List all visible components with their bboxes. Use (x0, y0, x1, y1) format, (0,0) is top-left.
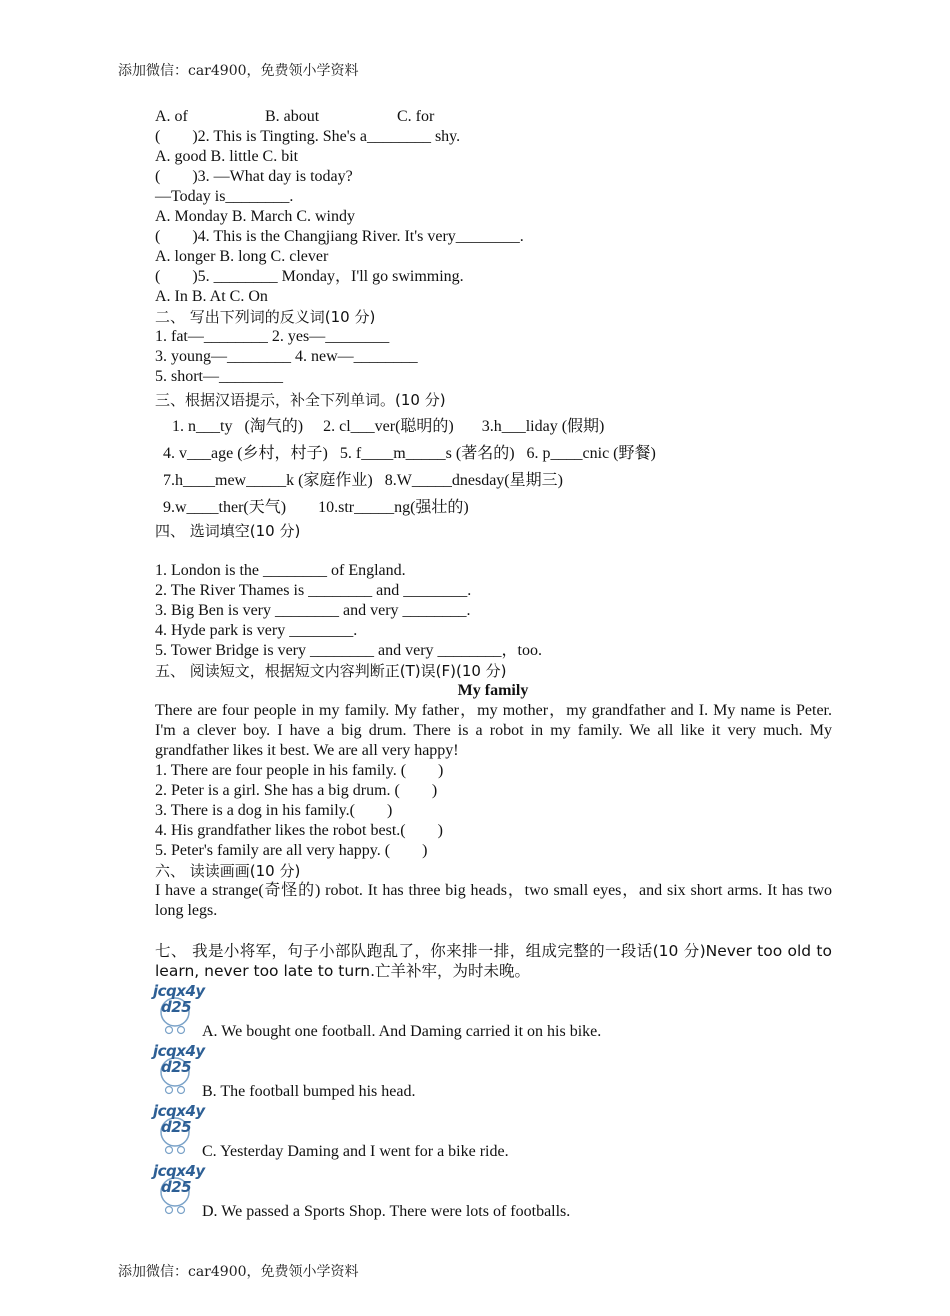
sentence-c: C. Yesterday Daming and I went for a bike ride. (202, 1143, 509, 1160)
question-2-options: A. good B. little C. bit (155, 148, 299, 165)
fill-line-2: 2. The River Thames is ________ and ________. (155, 582, 472, 599)
section-7-heading-text: 七、 我是小将军，句子小部队跑乱了，你来排一排，组成完整的一段话(10 分)Never too old to learn, never too late to turn.亡羊补牢，为时未晚。 (155, 942, 832, 980)
passage-text (118, 701, 832, 761)
mascot-logo (153, 982, 205, 1036)
passage-title: My family (457, 682, 529, 699)
fill-line-5: 5. Tower Bridge is very ________ and very ________，too. (155, 642, 542, 659)
option-c: C. for (397, 108, 435, 125)
section-2-heading: 二、 写出下列词的反义词(10 分) (155, 308, 376, 326)
question-4: ( )4. This is the Changjiang River. It's very________. (155, 228, 524, 245)
sentence-d: D. We passed a Sports Shop. There were lots of footballs. (202, 1203, 571, 1220)
antonym-line-2: 3. young—________ 4. new—________ (155, 348, 418, 365)
question-4-options: A. longer B. long C. clever (155, 248, 329, 265)
mascot-text-2: d25 (161, 1058, 192, 1076)
section-7-heading (118, 941, 832, 981)
word-line-1: 1. n___ty (淘气的) 2. cl___ver(聪明的) 3.h___liday (假期) (172, 418, 605, 435)
mascot-logo (153, 1162, 205, 1216)
q1-options (155, 107, 434, 127)
mascot-text-1: jcqx4y (153, 982, 205, 1000)
judge-question-3: 3. There is a dog in his family.( ) (155, 802, 393, 819)
question-3-options: A. Monday B. March C. windy (155, 208, 355, 225)
question-5: ( )5. ________ Monday，I'll go swimming. (155, 268, 464, 285)
section-6-heading: 六、 读读画画(10 分) (155, 862, 301, 880)
word-line-2: 4. v___age (乡村，村子) 5. f____m_____s (著名的) 6. p____cnic (野餐) (163, 445, 656, 462)
fill-line-1: 1. London is the ________ of England. (155, 562, 406, 579)
mascot-text-1: jcqx4y (153, 1102, 205, 1120)
fill-line-3: 3. Big Ben is very ________ and very ________. (155, 602, 471, 619)
section-3-heading: 三、根据汉语提示，补全下列单词。(10 分) (155, 391, 446, 409)
draw-text-body: I have a strange(奇怪的) robot. It has three big heads，two small eyes，and six short arms. It has two long legs. (155, 882, 832, 919)
mascot-text-2: d25 (161, 998, 192, 1016)
mascot-text-1: jcqx4y (153, 1042, 205, 1060)
mascot-logo (153, 1102, 205, 1156)
mascot-text-2: d25 (161, 1118, 192, 1136)
page-header: 添加微信：car4900，免费领小学资料 (118, 63, 359, 79)
question-2: ( )2. This is Tingting. She's a________ shy. (155, 128, 461, 145)
mascot-logo (153, 1042, 205, 1096)
option-b: B. about (265, 108, 320, 125)
sentence-b: B. The football bumped his head. (202, 1083, 416, 1100)
draw-text (118, 881, 832, 921)
sentence-a: A. We bought one football. And Daming carried it on his bike. (202, 1023, 602, 1040)
mascot-text-2: d25 (161, 1178, 192, 1196)
fill-line-4: 4. Hyde park is very ________. (155, 622, 358, 639)
word-line-4: 9.w____ther(天气) 10.str_____ng(强壮的) (163, 499, 469, 516)
antonym-line-1: 1. fat—________ 2. yes—________ (155, 328, 390, 345)
judge-question-5: 5. Peter's family are all very happy. ( ) (155, 842, 428, 859)
question-3-answer: —Today is________. (155, 188, 294, 205)
judge-question-2: 2. Peter is a girl. She has a big drum. ( ) (155, 782, 438, 799)
judge-question-1: 1. There are four people in his family. ( ) (155, 762, 444, 779)
passage-body: There are four people in my family. My father，my mother，my grandfather and I. My name is Peter. I'm a clever boy. I have a big drum. There is a robot in my family. We all like it very much. My grandfather likes it best. We are all very happy! (155, 702, 832, 759)
option-a: A. of (155, 108, 188, 125)
mascot-text-1: jcqx4y (153, 1162, 205, 1180)
antonym-line-3: 5. short—________ (155, 368, 283, 385)
word-line-3: 7.h____mew_____k (家庭作业) 8.W_____dnesday(星期三) (163, 472, 563, 489)
judge-question-4: 4. His grandfather likes the robot best.( ) (155, 822, 443, 839)
section-4-heading: 四、 选词填空(10 分) (155, 522, 301, 540)
question-3: ( )3. —What day is today? (155, 168, 353, 185)
page-footer: 添加微信：car4900，免费领小学资料 (118, 1264, 359, 1280)
question-5-options: A. In B. At C. On (155, 288, 268, 305)
section-5-heading: 五、 阅读短文，根据短文内容判断正(T)误(F)(10 分) (155, 662, 507, 680)
